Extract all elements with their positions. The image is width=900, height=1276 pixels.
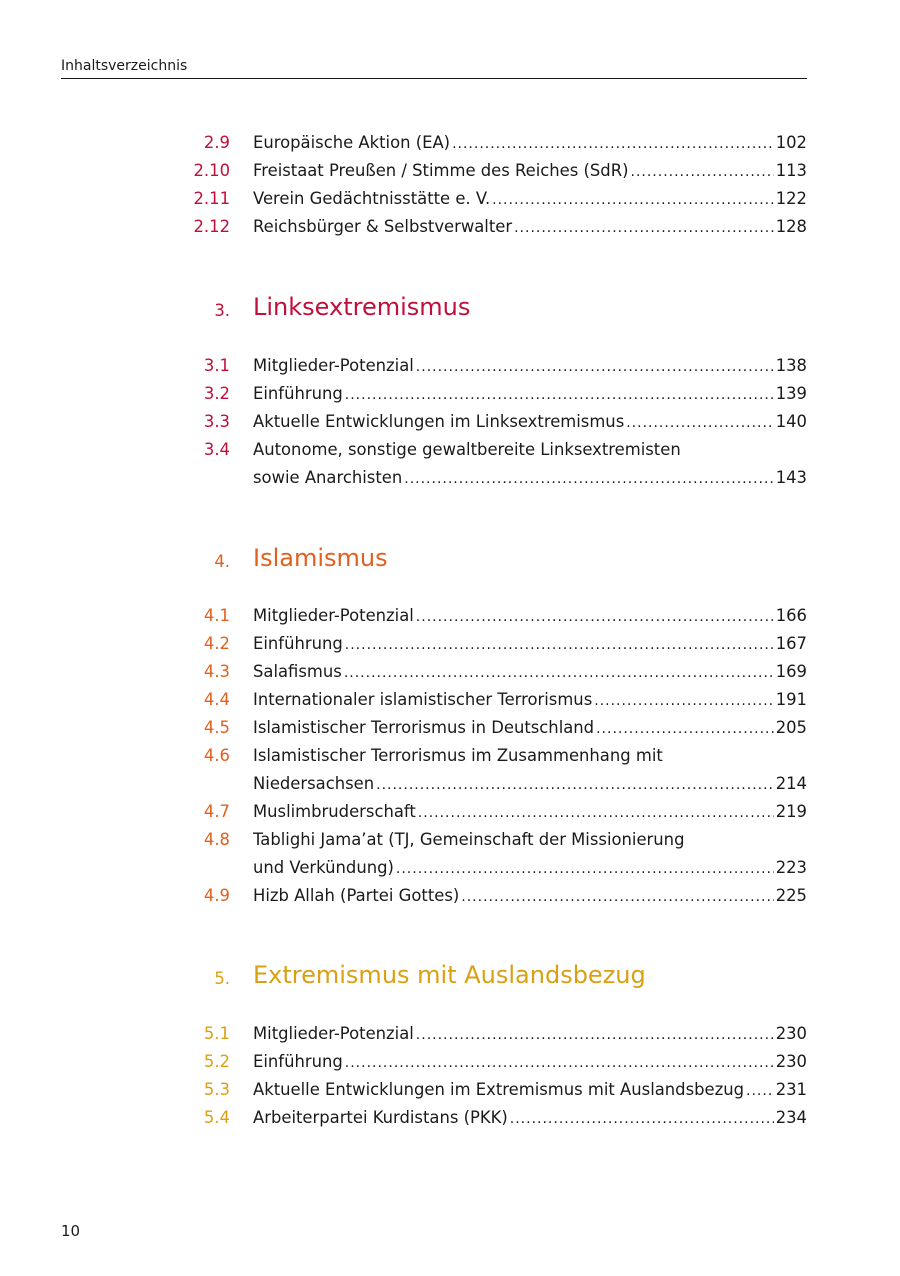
section-number: 5. [214,969,230,988]
toc-entry-label: Hizb Allah (Partei Gottes) [253,886,460,905]
toc-entry-number: 2.12 [193,217,230,236]
toc-entry-number: 4.8 [203,830,230,849]
dot-leader [376,771,774,799]
page-header: Inhaltsverzeichnis [61,58,807,79]
toc-entry-number: 2.11 [193,189,230,208]
toc-entry-number: 3.2 [203,384,230,403]
dot-leader [461,883,773,911]
toc-entry-page: 230 [775,1024,807,1043]
toc-entry-number: 4.9 [203,886,230,905]
toc-entry-label: sowie Anarchisten [253,468,403,487]
toc-entry-page: 234 [775,1108,807,1127]
toc-entry-label: Aktuelle Entwicklungen im Linksextremismus [253,412,625,431]
toc-entry-label-line1: Autonome, sonstige gewaltbereite Linksextremisten [253,440,681,459]
toc-entry-label: Verein Gedächtnisstätte e. V. [253,189,491,208]
dot-leader [596,715,774,743]
toc-entry-number: 4.3 [203,662,230,681]
toc-entry-number: 4.7 [203,802,230,821]
section-title: Islamismus [253,544,388,572]
toc-entry-label: Islamistischer Terrorismus in Deutschland [253,718,595,737]
section-title: Linksextremismus [253,293,471,321]
toc-entry-number: 5.1 [203,1024,230,1043]
toc-entry-page: 167 [775,634,807,653]
toc-entry-number: 4.4 [203,690,230,709]
dot-leader [345,631,774,659]
toc-entry-label: Muslimbruderschaft [253,802,416,821]
toc-entry-number: 4.1 [203,606,230,625]
toc-entry-number: 5.3 [203,1080,230,1099]
page-number: 10 [61,1222,81,1240]
toc-entry-page: 139 [775,384,807,403]
toc-entry-label: Mitglieder-Potenzial [253,606,414,625]
toc-entry-label: Europäische Aktion (EA) [253,133,451,152]
dot-leader [510,1105,774,1133]
toc-entry-page: 122 [775,189,807,208]
dot-leader [345,381,774,409]
toc-entry-number: 4.5 [203,718,230,737]
toc-entry-page: 128 [775,217,807,236]
toc-entry-page: 191 [775,690,807,709]
toc-entry-page: 166 [775,606,807,625]
toc-entry-number: 3.4 [203,440,230,459]
toc-entry-label: Einführung [253,634,343,653]
toc-entry-page: 205 [775,718,807,737]
dot-leader [626,409,773,437]
toc-entry-label: Arbeiterpartei Kurdistans (PKK) [253,1108,508,1127]
dot-leader [416,603,774,631]
toc-entry-page: 223 [775,858,807,877]
dot-leader [344,659,774,687]
dot-leader [416,353,774,381]
toc-entry-page: 214 [775,774,807,793]
toc-entry-number: 3.1 [203,356,230,375]
section-title: Extremismus mit Auslandsbezug [253,961,646,989]
toc-entry-label: Einführung [253,1052,343,1071]
toc-entry-number: 2.9 [203,133,230,152]
toc-entry-label: Einführung [253,384,343,403]
toc-entry-page: 102 [775,133,807,152]
dot-leader [345,1049,774,1077]
dot-leader [396,855,774,883]
dot-leader [594,687,773,715]
toc-entry-page: 143 [775,468,807,487]
toc-entry-page: 140 [775,412,807,431]
toc-entry-label: Salafismus [253,662,342,681]
toc-entry-page: 113 [775,161,807,180]
toc-entry-label: Aktuelle Entwicklungen im Extremismus mit Auslandsbezug [253,1080,745,1099]
toc-entry-page: 169 [775,662,807,681]
toc-entry-label: Niedersachsen [253,774,375,793]
toc-entry-label-line1: Tablighi Jama’at (TJ, Gemeinschaft der Missionierung [253,830,685,849]
dot-leader [452,130,774,158]
toc-entry-number: 3.3 [203,412,230,431]
toc-entry-label: Reichsbürger & Selbstverwalter [253,217,513,236]
toc-entry-label: Mitglieder-Potenzial [253,356,414,375]
toc-entry-page: 219 [775,802,807,821]
section-number: 3. [214,301,230,320]
toc-entry-number: 4.2 [203,634,230,653]
toc-entry-number: 4.6 [203,746,230,765]
toc-entry-label: Internationaler islamistischer Terrorismus [253,690,593,709]
toc-entry-page: 231 [775,1080,807,1099]
toc-entry-page: 138 [775,356,807,375]
dot-leader [746,1077,774,1105]
dot-leader [631,158,774,186]
toc-entry-label-line1: Islamistischer Terrorismus im Zusammenhang mit [253,746,663,765]
toc-entry-page: 225 [775,886,807,905]
dot-leader [492,186,774,214]
dot-leader [404,465,773,493]
dot-leader [416,1021,774,1049]
dot-leader [418,799,774,827]
toc-entry-page: 230 [775,1052,807,1071]
toc-entry-number: 5.2 [203,1052,230,1071]
toc-entry-label: Freistaat Preußen / Stimme des Reiches (SdR) [253,161,629,180]
toc-entry-number: 5.4 [203,1108,230,1127]
dot-leader [514,214,774,242]
toc-entry-label: Mitglieder-Potenzial [253,1024,414,1043]
toc-entry-number: 2.10 [193,161,230,180]
section-number: 4. [214,552,230,571]
toc-entry-label: und Verkündung) [253,858,394,877]
